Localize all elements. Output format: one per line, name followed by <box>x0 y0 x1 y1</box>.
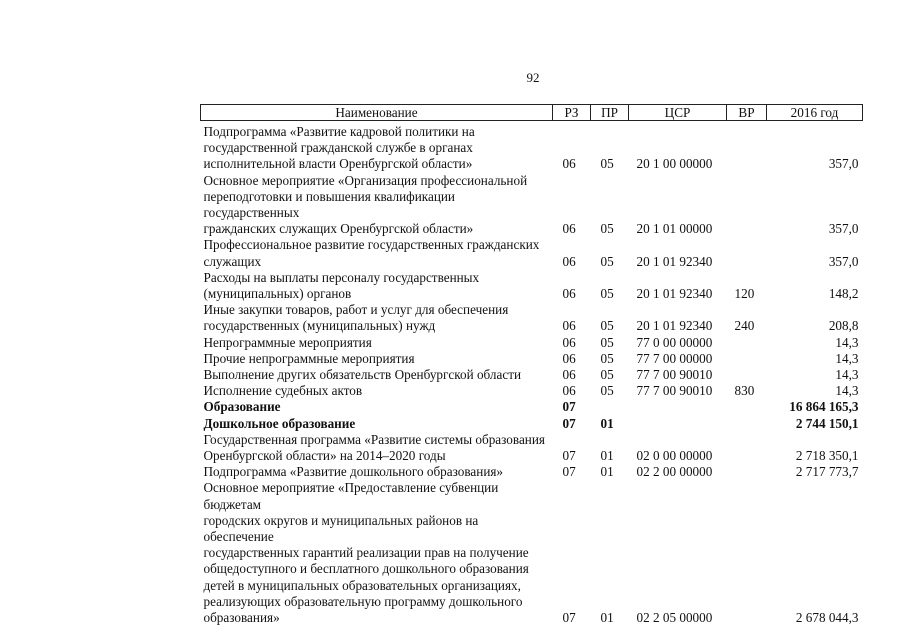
row-name-line: Образование <box>203 399 281 415</box>
row-name-line: Оренбургской области» на 2014–2020 годы <box>203 448 446 464</box>
row-csr: 02 2 00 00000 <box>636 464 713 480</box>
row-name-line: Подпрограмма «Развитие кадровой политики на <box>203 124 475 139</box>
row-amount: 2 718 350,1 <box>795 448 859 464</box>
row-amount: 2 717 773,7 <box>795 464 859 480</box>
column-header-year: 2016 год <box>767 105 863 121</box>
row-name <box>201 335 553 351</box>
row-pr: 01 <box>600 448 614 464</box>
row-pr: 01 <box>600 464 614 480</box>
row-vr: 830 <box>734 383 755 399</box>
row-name-line: Подпрограмма «Развитие дошкольного образования» <box>203 464 504 480</box>
row-pr: 05 <box>600 253 614 269</box>
row-name-line: государственных (муниципальных) нужд <box>203 318 436 334</box>
row-csr: 02 0 00 00000 <box>636 448 713 464</box>
row-name-line: общедоступного и бесплатного дошкольного образования <box>203 561 529 577</box>
row-name-line: Прочие непрограммные мероприятия <box>203 350 415 366</box>
table-row <box>201 464 863 480</box>
row-vr <box>727 464 767 480</box>
row-csr: 77 7 00 90010 <box>636 383 713 399</box>
row-rz: 07 <box>562 464 576 480</box>
row-name-line: Государственная программа «Развитие системы образования <box>203 431 545 447</box>
row-vr <box>727 416 767 432</box>
row-name-line: (муниципальных) органов <box>203 286 352 302</box>
row-vr <box>727 367 767 383</box>
row-rz: 06 <box>562 367 576 383</box>
row-rz: 06 <box>562 286 576 302</box>
row-vr <box>727 432 767 464</box>
row-name-line: городских округов и муниципальных районов на обеспечение <box>203 512 479 545</box>
table-body <box>201 121 863 627</box>
row-csr: 77 0 00 00000 <box>636 334 713 350</box>
row-name <box>201 351 553 367</box>
row-vr <box>727 351 767 367</box>
row-name-line: Исполнение судебных актов <box>203 383 363 399</box>
row-csr: 20 1 01 92340 <box>636 253 713 269</box>
row-amount: 16 864 165,3 <box>789 399 859 415</box>
row-name-line: служащих <box>203 253 262 269</box>
row-rz: 06 <box>562 253 576 269</box>
table-row <box>201 237 863 269</box>
row-name-line: государственных гарантий реализации прав на получение <box>203 545 529 561</box>
row-name-line: гражданских служащих Оренбургской области» <box>203 221 474 237</box>
table-row <box>201 399 863 415</box>
row-rz: 06 <box>562 334 576 350</box>
column-header-name: Наименование <box>201 105 553 121</box>
row-csr: 20 1 01 92340 <box>636 286 713 302</box>
row-name <box>201 270 553 302</box>
row-vr <box>727 480 767 626</box>
row-amount: 14,3 <box>835 350 859 366</box>
row-rz: 07 <box>562 415 576 431</box>
row-pr: 05 <box>600 318 614 334</box>
row-csr: 77 7 00 00000 <box>636 350 713 366</box>
row-csr: 20 1 00 00000 <box>636 156 713 172</box>
row-name-line: Основное мероприятие «Предоставление субвенции бюджетам <box>203 480 499 512</box>
table-header <box>201 105 863 121</box>
row-name-line: Дошкольное образование <box>203 415 356 431</box>
row-vr <box>727 121 767 173</box>
row-amount: 357,0 <box>828 253 859 269</box>
row-name-line: реализующих образовательную программу дошкольного <box>203 593 523 609</box>
row-rz: 06 <box>562 350 576 366</box>
row-csr <box>629 416 727 432</box>
row-name <box>201 416 553 432</box>
row-amount: 2 678 044,3 <box>795 610 859 626</box>
column-header-rz: РЗ <box>553 105 591 121</box>
row-csr: 77 7 00 90010 <box>636 367 713 383</box>
row-pr <box>591 399 629 415</box>
row-amount: 357,0 <box>828 156 859 172</box>
row-name <box>201 480 553 626</box>
row-pr: 05 <box>600 383 614 399</box>
row-name <box>201 399 553 415</box>
row-pr: 05 <box>600 334 614 350</box>
table-row <box>201 121 863 173</box>
row-pr: 01 <box>600 610 614 626</box>
table-row <box>201 480 863 626</box>
column-header-csr: ЦСР <box>629 105 727 121</box>
row-vr: 240 <box>734 318 755 334</box>
row-amount: 2 744 150,1 <box>795 415 859 431</box>
table-row <box>201 351 863 367</box>
row-csr: 20 1 01 92340 <box>636 318 713 334</box>
row-rz: 06 <box>562 383 576 399</box>
row-name <box>201 367 553 383</box>
table-row <box>201 432 863 464</box>
row-csr: 02 2 05 00000 <box>636 610 713 626</box>
row-pr: 05 <box>600 221 614 237</box>
budget-table <box>200 104 863 626</box>
row-name-line: Расходы на выплаты персоналу государственных <box>203 269 480 285</box>
row-name <box>201 237 553 269</box>
row-pr: 05 <box>600 367 614 383</box>
row-vr <box>727 335 767 351</box>
row-name-line: Выполнение других обязательств Оренбургской области <box>203 367 522 383</box>
row-pr: 05 <box>600 286 614 302</box>
row-amount: 14,3 <box>835 383 859 399</box>
column-header-pr: ПР <box>591 105 629 121</box>
row-rz: 07 <box>562 399 576 415</box>
table-row <box>201 173 863 238</box>
table-row <box>201 383 863 399</box>
row-rz: 07 <box>562 610 576 626</box>
row-name-line: Непрограммные мероприятия <box>203 334 372 350</box>
row-name <box>201 173 553 238</box>
row-name-line: Иные закупки товаров, работ и услуг для обеспечения <box>203 302 509 318</box>
column-header-vr: ВР <box>727 105 767 121</box>
row-name-line: государственной гражданской службе в органах <box>203 140 473 156</box>
row-amount: 148,2 <box>828 286 859 302</box>
row-name <box>201 464 553 480</box>
row-csr: 20 1 01 00000 <box>636 221 713 237</box>
row-rz: 07 <box>562 448 576 464</box>
row-vr <box>727 173 767 238</box>
row-name-line: исполнительной власти Оренбургской области» <box>203 156 473 172</box>
row-name <box>201 432 553 464</box>
row-name-line: Основное мероприятие «Организация профессиональной <box>203 172 528 188</box>
row-vr <box>727 399 767 415</box>
header-row <box>201 105 863 121</box>
row-rz: 06 <box>562 156 576 172</box>
row-pr: 01 <box>600 415 614 431</box>
row-vr: 120 <box>734 286 755 302</box>
table-row <box>201 270 863 302</box>
row-name <box>201 121 553 173</box>
row-amount: 14,3 <box>835 367 859 383</box>
page-number: 92 <box>526 70 540 85</box>
row-name-line: детей в муниципальных образовательных организациях, <box>203 577 521 593</box>
table-row <box>201 416 863 432</box>
row-name <box>201 383 553 399</box>
row-rz: 06 <box>562 318 576 334</box>
row-pr: 05 <box>600 156 614 172</box>
row-amount: 357,0 <box>828 221 859 237</box>
row-amount: 14,3 <box>835 334 859 350</box>
table-row <box>201 302 863 334</box>
row-name-line: переподготовки и повышения квалификации государственных <box>203 188 455 221</box>
row-pr: 05 <box>600 350 614 366</box>
table-row <box>201 367 863 383</box>
row-rz: 06 <box>562 221 576 237</box>
table-row <box>201 335 863 351</box>
row-name <box>201 302 553 334</box>
row-amount: 208,8 <box>828 318 859 334</box>
row-name-line: Профессиональное развитие государственных гражданских <box>203 237 540 253</box>
row-name-line: образования» <box>203 610 280 626</box>
row-vr <box>727 237 767 269</box>
row-csr <box>629 399 727 415</box>
